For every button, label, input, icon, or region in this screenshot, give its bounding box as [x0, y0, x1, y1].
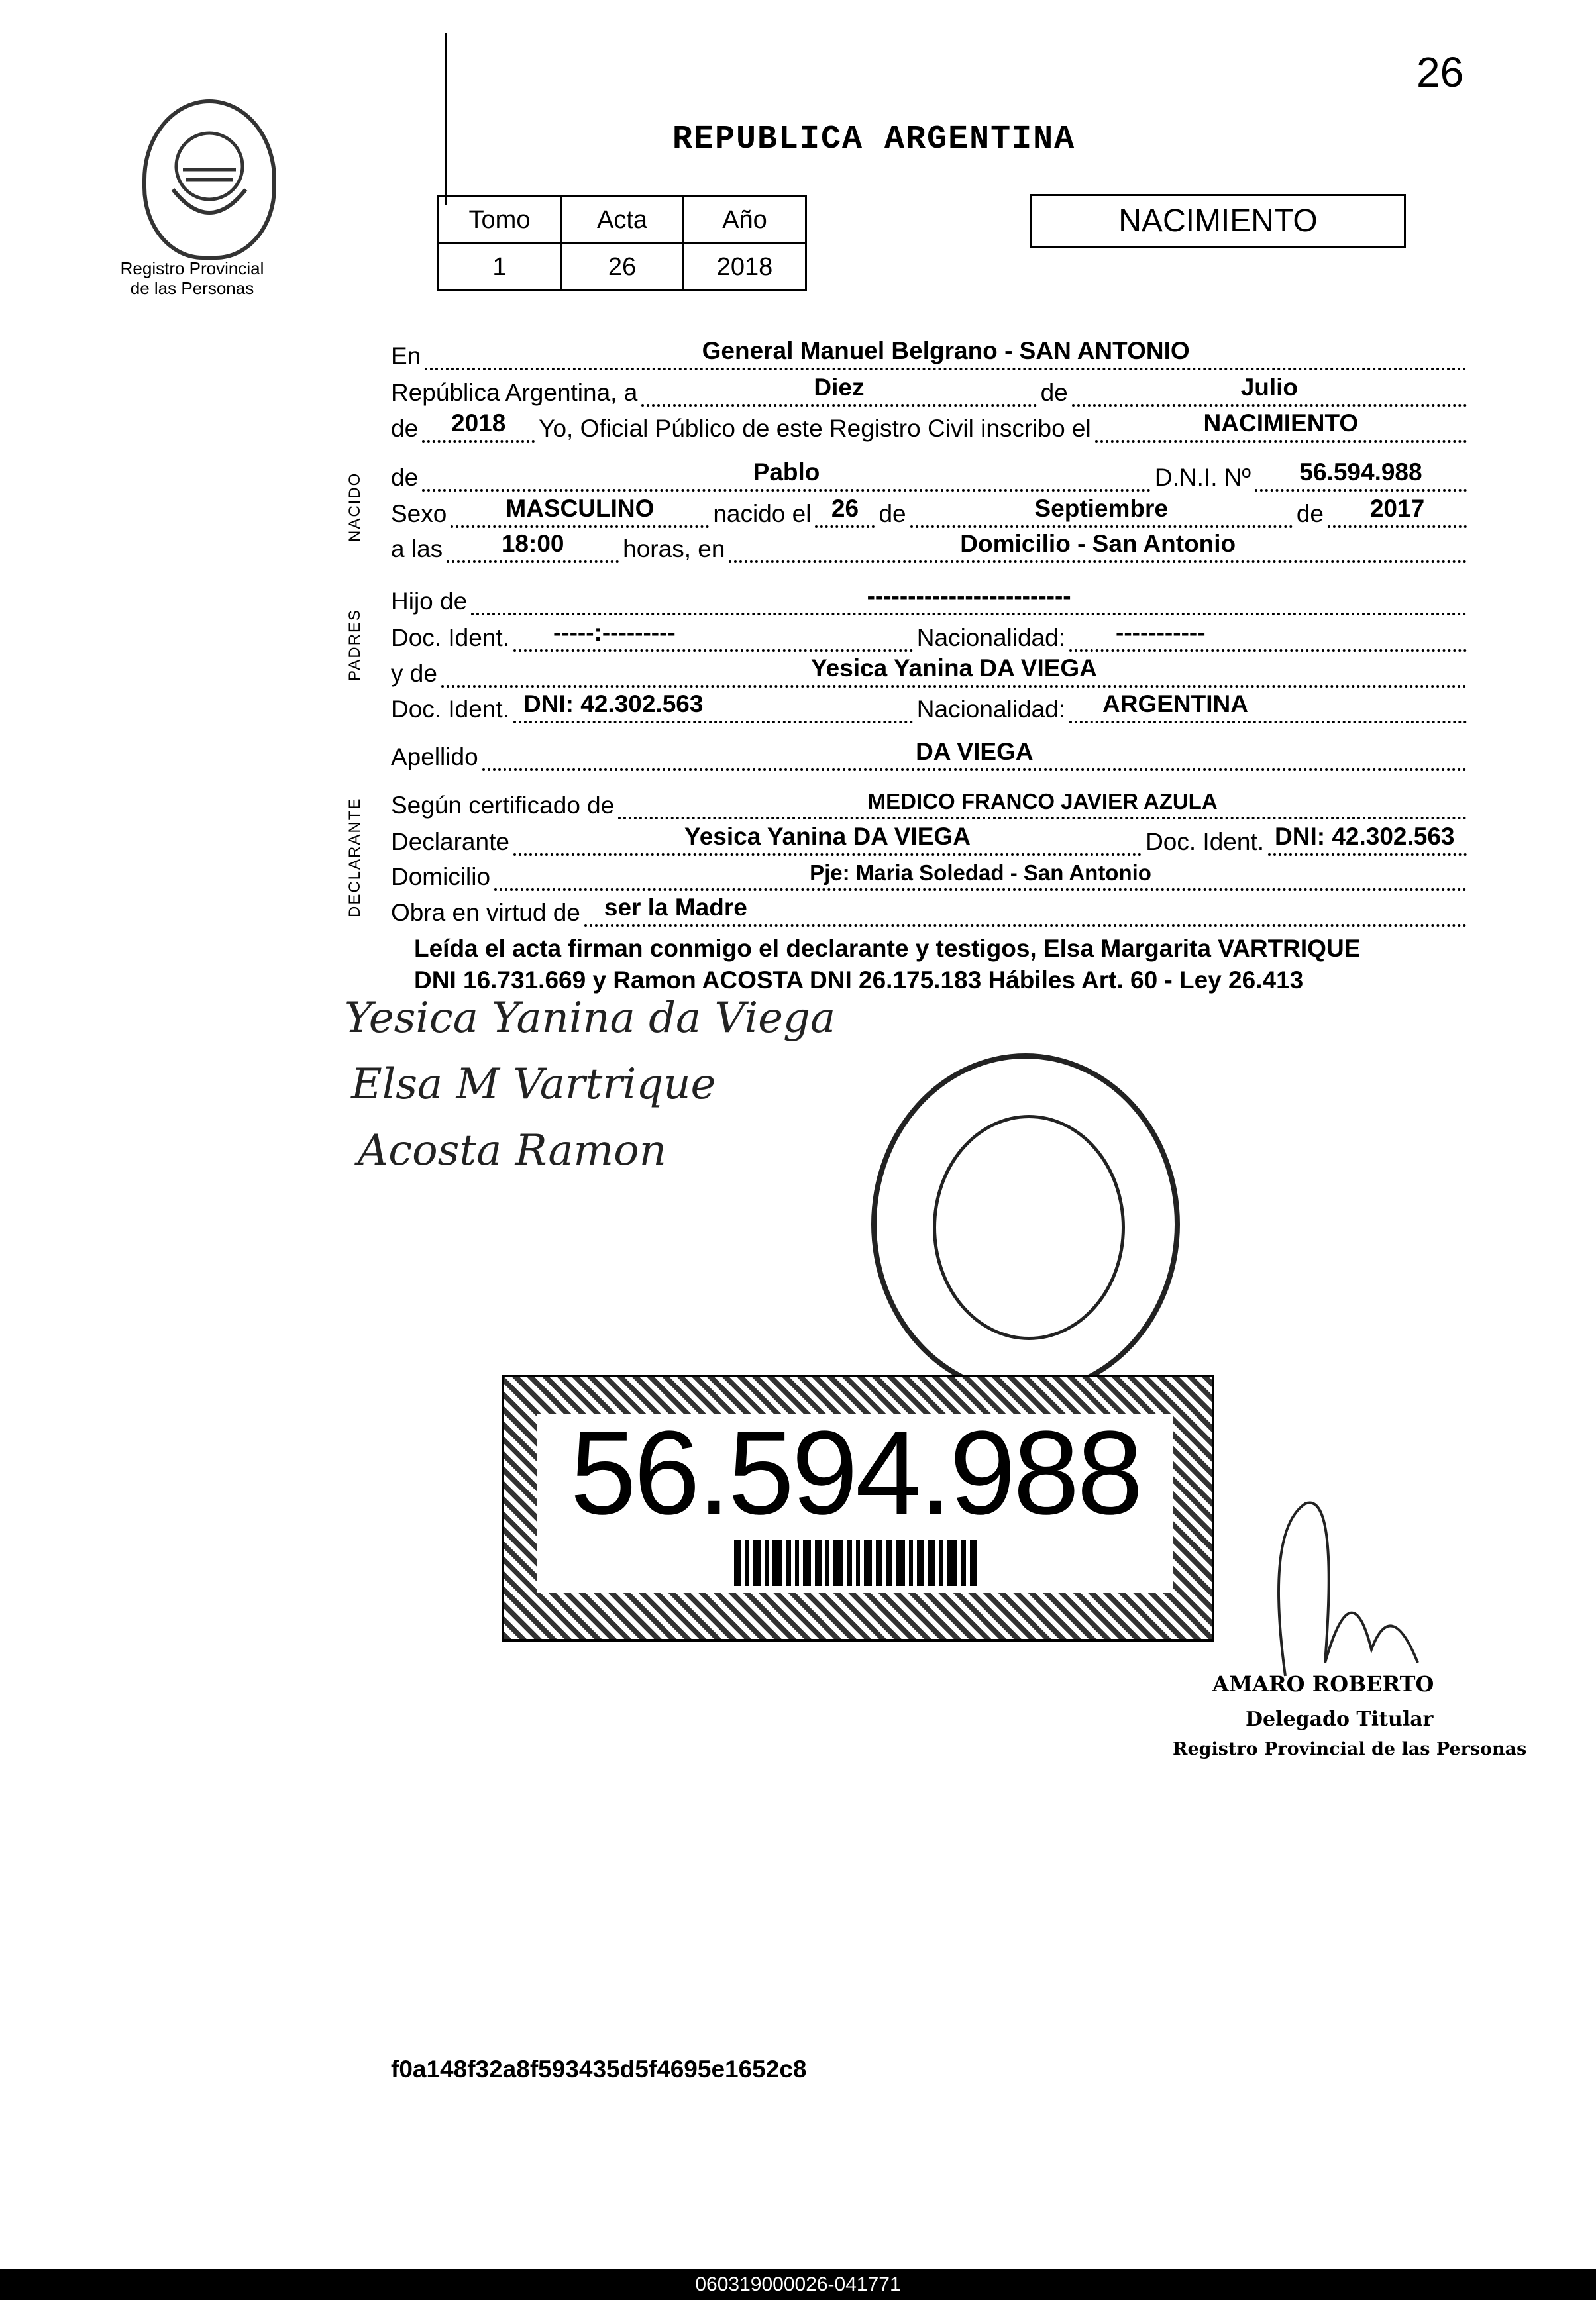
document-title: REPUBLICA ARGENTINA [672, 121, 1076, 158]
row-virtud [391, 891, 1471, 927]
label-sexo: Sexo [391, 500, 447, 527]
value-dni: 56.594.988 [1299, 458, 1422, 486]
ref-header-tomo: Tomo [439, 197, 561, 244]
row-padre [391, 580, 1471, 615]
label-doc-ident: Doc. Ident. [391, 696, 509, 723]
barcode-bars-icon [537, 1540, 1173, 1586]
signature-witness-2: Acosta Ramon [358, 1126, 666, 1175]
row-hora [391, 527, 1471, 563]
row-padre-doc [391, 616, 1471, 652]
official-role: Delegado Titular [1246, 1708, 1434, 1731]
row-certificado [391, 784, 1471, 819]
label-nacionalidad: Nacionalidad: [916, 624, 1065, 651]
value-nac-anio: 2017 [1369, 495, 1425, 522]
side-label-padres: PADRES [346, 609, 364, 681]
row-fecha [391, 371, 1471, 407]
label-nacido-el: nacido el [713, 500, 812, 527]
signature-witness-1: Elsa M Vartrique [351, 1060, 716, 1109]
ref-header-acta: Acta [561, 197, 684, 244]
label-de: de [1040, 379, 1068, 406]
value-nac-dia: 26 [831, 495, 859, 522]
footer-code: 060319000026-041771 [0, 2269, 1596, 2300]
official-name: AMARO ROBERTO [1212, 1671, 1434, 1697]
row-declarante [391, 820, 1471, 856]
value-tipo: NACIMIENTO [1203, 409, 1359, 437]
value-apellido: DA VIEGA [916, 738, 1034, 765]
label-domicilio: Domicilio [391, 863, 491, 890]
official-org: Registro Provincial de las Personas [1173, 1739, 1527, 1759]
label-nacionalidad: Nacionalidad: [916, 696, 1065, 723]
value-nombre: Pablo [753, 458, 820, 486]
value-padre-doc: -----:--------- [553, 619, 676, 646]
label-doc-ident: Doc. Ident. [1145, 828, 1264, 855]
label-republica: República Argentina, a [391, 379, 638, 406]
record-type-box: NACIMIENTO [1030, 194, 1406, 248]
provincial-seal-icon [142, 99, 276, 260]
registry-caption [113, 258, 272, 298]
page-number: 26 [1416, 48, 1464, 96]
row-madre [391, 652, 1471, 688]
label-de: de [1296, 500, 1324, 527]
value-virtud: ser la Madre [604, 894, 747, 921]
label-y-de: y de [391, 660, 437, 687]
margin-line [445, 33, 447, 205]
value-dia: Diez [814, 374, 865, 401]
label-doc-ident: Doc. Ident. [391, 624, 509, 651]
row-madre-doc [391, 688, 1471, 723]
official-stamp-icon [871, 1053, 1180, 1395]
ref-value-acta: 26 [561, 244, 684, 291]
signature-declarante: Yesica Yanina da Viega [345, 994, 836, 1043]
label-horas-en: horas, en [623, 535, 725, 562]
row-nombre [391, 456, 1471, 492]
value-certificado: MEDICO FRANCO JAVIER AZULA [867, 789, 1218, 813]
registry-caption-line: de las Personas [130, 278, 254, 298]
row-sexo [391, 492, 1471, 528]
label-obra: Obra en virtud de [391, 899, 580, 926]
side-label-declarante: DECLARANTE [346, 797, 364, 917]
value-nac-mes: Septiembre [1034, 495, 1168, 522]
value-declarante: Yesica Yanina DA VIEGA [684, 823, 971, 850]
official-signature-icon [1259, 1490, 1431, 1693]
registry-caption-line: Registro Provincial [120, 258, 264, 278]
value-lugar-nac: Domicilio - San Antonio [960, 530, 1236, 557]
ref-value-tomo: 1 [439, 244, 561, 291]
value-madre-nac: ARGENTINA [1102, 690, 1248, 717]
barcode-sticker [502, 1375, 1214, 1642]
side-label-nacido: NACIDO [346, 472, 364, 542]
value-madre-doc: DNI: 42.302.563 [523, 690, 704, 717]
label-hijo-de: Hijo de [391, 588, 468, 615]
closing-line: Leída el acta firman conmigo el declarante y testigos, Elsa Margarita VARTRIQUE [414, 935, 1361, 962]
stamp-emblem-icon [933, 1115, 1125, 1340]
value-hora: 18:00 [501, 530, 564, 557]
label-yo: Yo, Oficial Público de este Registro Civil inscribo el [539, 415, 1091, 442]
reference-table [437, 195, 807, 291]
label-segun: Según certificado de [391, 792, 615, 819]
value-sexo: MASCULINO [505, 495, 655, 522]
value-padre-nac: ----------- [1116, 619, 1206, 646]
closing-text [414, 933, 1360, 996]
value-anio: 2018 [451, 409, 506, 437]
ref-header-anio: Año [684, 197, 806, 244]
document-hash: f0a148f32a8f593435d5f4695e1652c8 [391, 2056, 807, 2083]
label-en: En [391, 342, 421, 370]
label-apellido: Apellido [391, 743, 478, 770]
label-de: de [878, 500, 906, 527]
row-inscripcion [391, 407, 1471, 443]
value-domicilio: Pje: Maria Soledad - San Antonio [810, 861, 1151, 885]
barcode-number: 56.594.988 [570, 1406, 1141, 1540]
label-declarante: Declarante [391, 828, 509, 855]
row-domicilio [391, 855, 1471, 891]
ref-value-anio: 2018 [684, 244, 806, 291]
row-apellido [391, 735, 1471, 771]
value-mes: Julio [1240, 374, 1299, 401]
label-a-las: a las [391, 535, 443, 562]
value-madre: Yesica Yanina DA VIEGA [811, 654, 1097, 682]
row-lugar [391, 335, 1471, 370]
value-padre: ------------------------- [867, 582, 1071, 609]
value-declarante-doc: DNI: 42.302.563 [1275, 823, 1455, 850]
label-de: de [391, 464, 419, 491]
label-de: de [391, 415, 419, 442]
closing-line: DNI 16.731.669 y Ramon ACOSTA DNI 26.175.183 Hábiles Art. 60 - Ley 26.413 [414, 967, 1304, 994]
label-dni: D.N.I. Nº [1154, 464, 1251, 491]
value-lugar: General Manuel Belgrano - SAN ANTONIO [702, 337, 1190, 364]
